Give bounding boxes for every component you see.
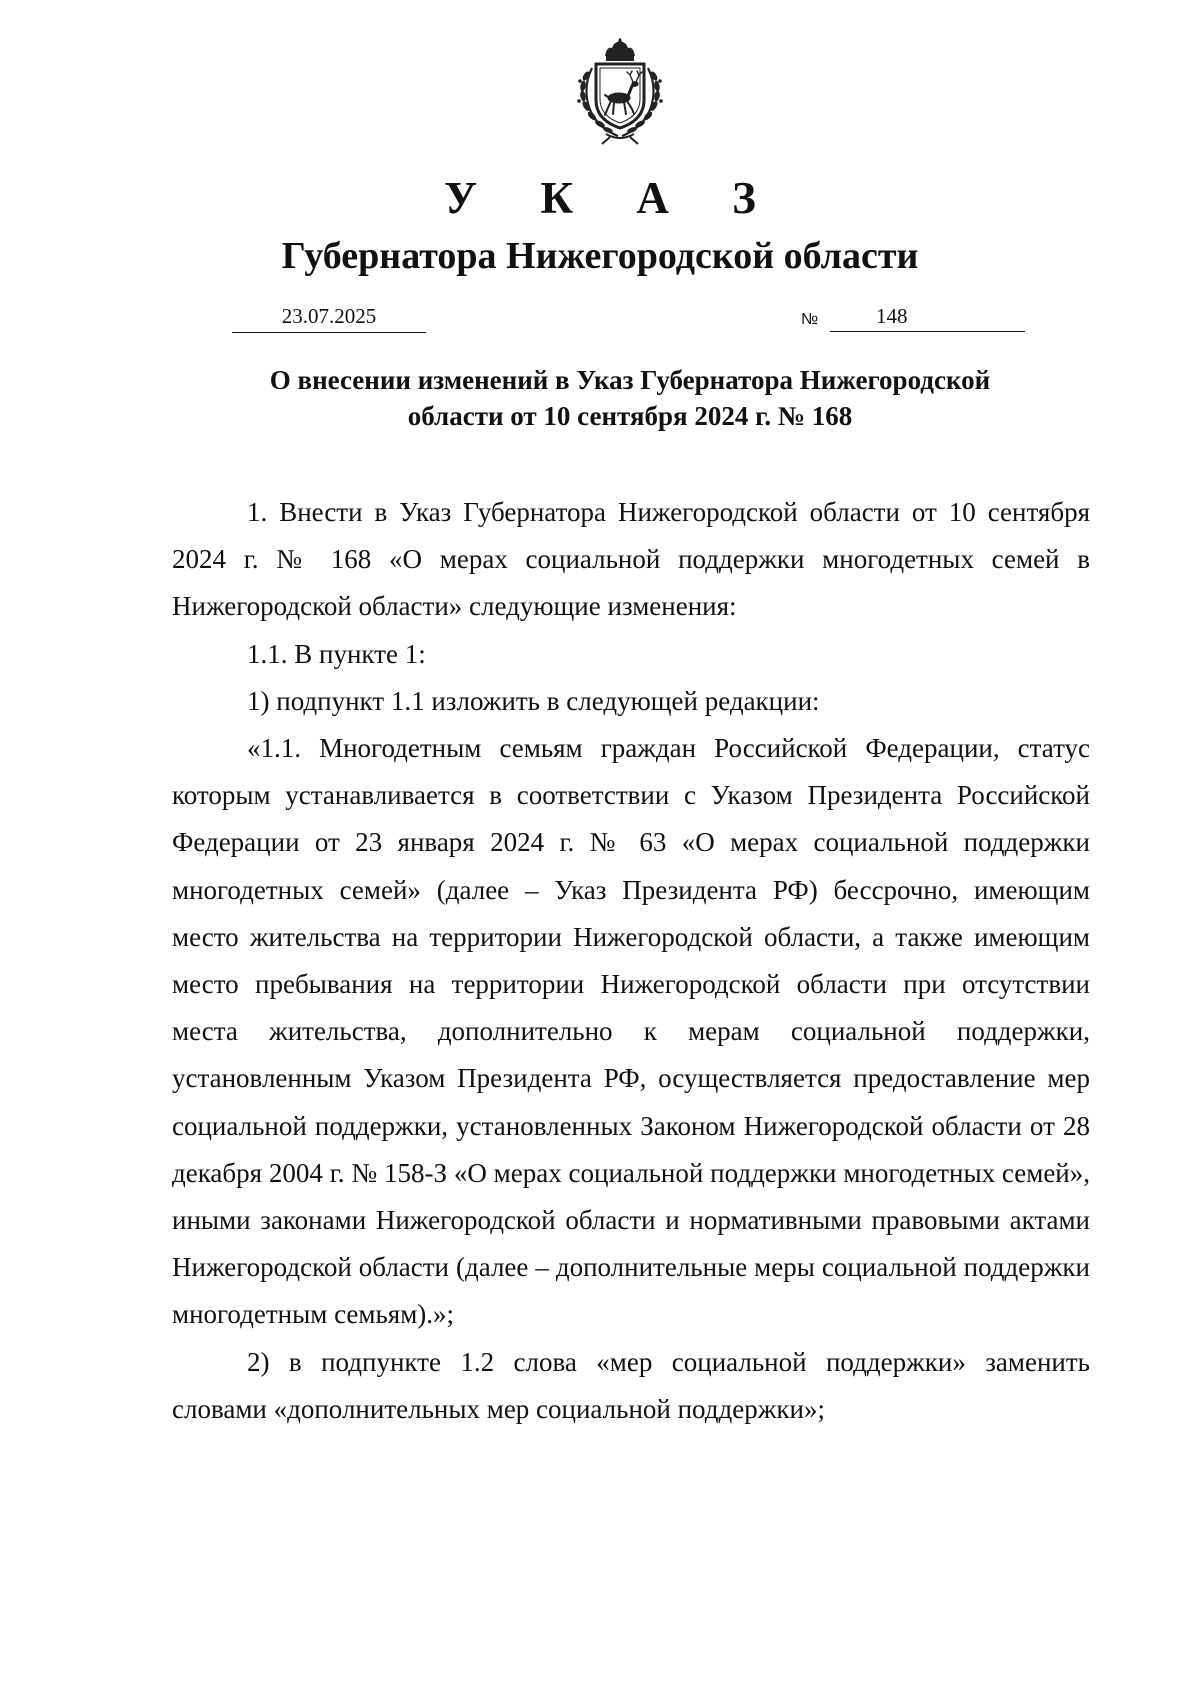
body-paragraph: 1) подпункт 1.1 изложить в следующей редакции:: [247, 685, 820, 716]
issuer-heading: Губернатора Нижегородской области: [281, 235, 919, 277]
body-paragraph: 1. Внести в Указ Губернатора Нижегородской области от 10 сентября 2024 г. № 168 «О мерах социальной поддержки многодетных семей в Нижегородской области» следующие изменения:: [172, 497, 1090, 622]
body-paragraph: 2) в подпункте 1.2 слова «мер социальной поддержки» заменить словами «дополнительных мер социальной поддержки»;: [172, 1346, 1090, 1424]
document-title-line-1: О внесении изменений в Указ Губернатора Нижегородской: [269, 365, 991, 395]
crown-icon: [605, 38, 635, 61]
number-sign-label: №: [801, 311, 819, 328]
deer-icon: [605, 71, 642, 115]
act-type-heading: У К А З: [444, 173, 782, 223]
document-body: [172, 489, 1090, 1433]
document-title-line-2: области от 10 сентября 2024 г. № 168: [407, 401, 853, 431]
body-paragraph: «1.1. Многодетным семьям граждан Российской Федерации, статус которым устанавливается в соответствии с Указом Президента Российской Федерации от 23 января 2024 г. № 63 «О мерах социальной поддержки многодетных семей» (далее – Указ Президента РФ) бессрочно, имеющим место жительства на территории Нижегородской области, а также имеющим место пребывания на территории Нижегородской области при отсутствии места жительства, дополнительно к мерам социальной поддержки, установленным Указом Президента РФ, осуществляется предоставление мер социальной поддержки, установленных Законом Нижегородской области от 28 декабря 2004 г. № 158-З «О мерах социальной поддержки многодетных семей», иными законами Нижегородской области и нормативными правовыми актами Нижегородской области (далее – дополнительные меры социальной поддержки многодетным семьям).»;: [172, 733, 1090, 1330]
coat-of-arms-icon: [560, 38, 680, 148]
body-paragraph: 1.1. В пункте 1:: [247, 638, 426, 669]
document-number: 148: [830, 304, 1025, 332]
ribbon-icon: [602, 134, 638, 144]
document-title: [180, 362, 1080, 434]
document-date: 23.07.2025: [232, 304, 426, 333]
